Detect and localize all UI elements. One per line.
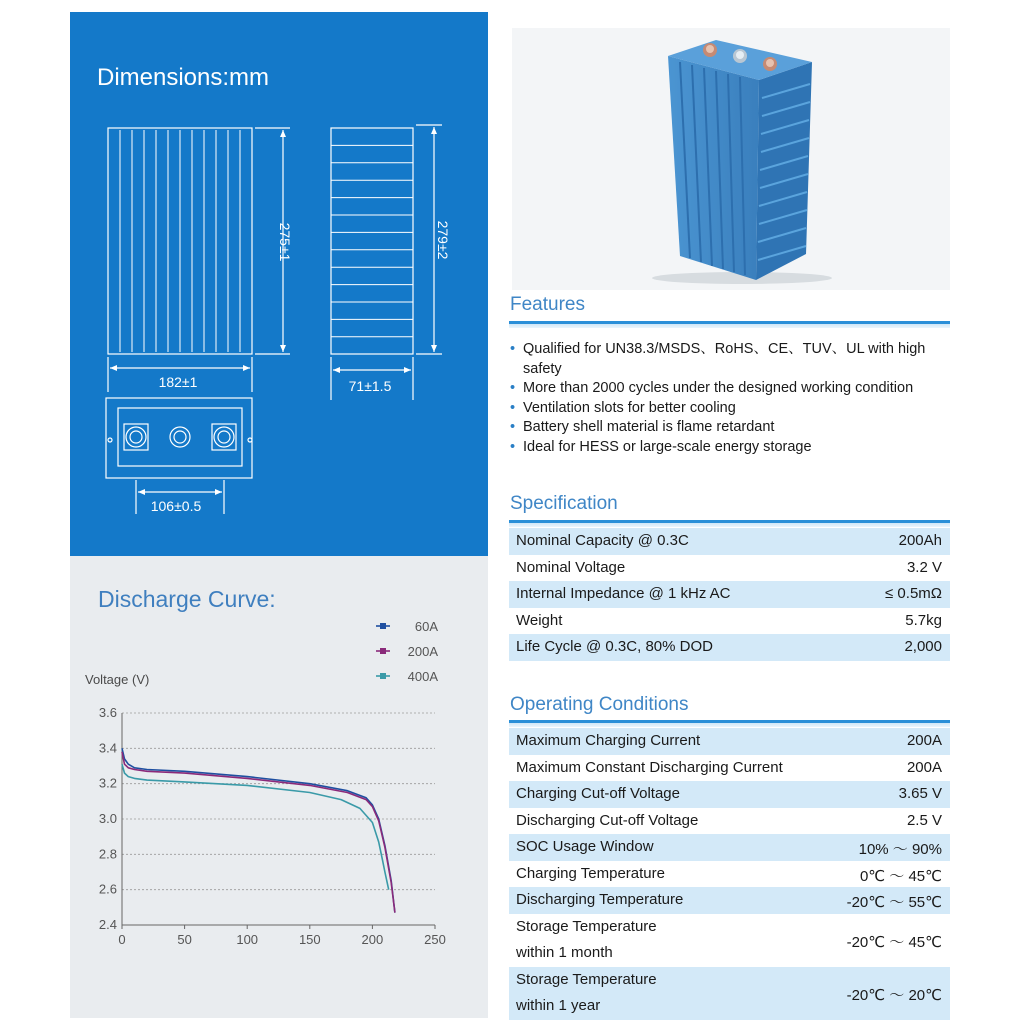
- features-divider: [509, 321, 950, 328]
- operating-value: 2.5 V: [906, 811, 942, 829]
- operating-row: [509, 808, 950, 835]
- dimensions-title: Dimensions:mm: [97, 64, 270, 91]
- operating-row-storage-year: [509, 967, 950, 1020]
- operating-value: 3.65 V: [898, 785, 942, 802]
- y-tick-label: 2.6: [98, 881, 117, 897]
- spec-row: [509, 555, 950, 582]
- specification-title: Specification: [510, 493, 618, 514]
- front-width-label: 182±1: [158, 374, 198, 390]
- y-tick-label: 3.2: [98, 775, 117, 791]
- x-tick-label: 250: [424, 932, 446, 947]
- operating-key: Charging Temperature: [516, 864, 665, 882]
- operating-row-storage-month: [509, 914, 950, 967]
- spec-row: [509, 528, 950, 555]
- spec-value: 3.2 V: [906, 558, 942, 576]
- y-tick-label: 2.4: [98, 917, 117, 932]
- features-list: [510, 340, 958, 457]
- series-line-60A: [122, 748, 395, 912]
- feature-item: • Ideal for HESS or large-scale energy storage: [510, 438, 958, 458]
- discharge-chart: [70, 556, 488, 1018]
- y-tick-label: 3.6: [98, 705, 117, 720]
- spec-value: 200Ah: [898, 532, 942, 549]
- spec-key: Life Cycle @ 0.3C, 80% DOD: [516, 638, 713, 655]
- side-view-outline: [331, 128, 413, 354]
- side-height-label: 279±2: [435, 220, 451, 260]
- operating-conditions-divider: [509, 720, 950, 727]
- operating-value: 200A: [906, 732, 942, 749]
- operating-key: Discharging Temperature: [516, 891, 684, 908]
- battery-cell-icon: [512, 28, 950, 290]
- spec-row: [509, 581, 950, 608]
- spec-value: 5.7kg: [905, 611, 942, 629]
- operating-row: [509, 755, 950, 782]
- feature-item: • Battery shell material is flame retardant: [510, 418, 958, 438]
- terminal-spacing-label: 106±0.5: [150, 498, 202, 514]
- operating-value: -20℃ ～ 55℃: [846, 894, 942, 911]
- discharge-curve-title: Discharge Curve:: [98, 586, 276, 612]
- operating-value: 200A: [906, 758, 942, 776]
- x-tick-label: 50: [177, 932, 192, 947]
- operating-value: 10% ～ 90%: [858, 841, 942, 858]
- operating-row: [509, 887, 950, 914]
- operating-key: Discharging Cut-off Voltage: [516, 811, 699, 829]
- battery-product-photo: [512, 28, 950, 290]
- y-tick-label: 3.4: [98, 740, 117, 756]
- side-width-label: 71±1.5: [348, 378, 392, 394]
- operating-key-sub: within 1 year: [516, 996, 601, 1014]
- discharge-curve-panel: [70, 556, 488, 1018]
- operating-row: [509, 728, 950, 755]
- operating-key: Maximum Constant Discharging Current: [516, 758, 783, 776]
- spec-key: Nominal Voltage: [516, 558, 626, 576]
- x-tick-label: 100: [236, 932, 259, 947]
- legend-marker: [380, 673, 386, 679]
- operating-key: Storage Temperature: [516, 970, 657, 988]
- feature-item: • More than 2000 cycles under the designed working condition: [510, 379, 958, 399]
- operating-key: Charging Cut-off Voltage: [516, 785, 680, 802]
- legend-label: 400A: [407, 669, 438, 684]
- operating-key: Storage Temperature: [516, 917, 657, 935]
- feature-item: • Ventilation slots for better cooling: [510, 399, 958, 419]
- dimension-drawing: [70, 12, 488, 556]
- x-tick-label: 0: [118, 932, 126, 947]
- spec-key: Nominal Capacity @ 0.3C: [516, 532, 689, 549]
- spec-row: [509, 608, 950, 635]
- series-line-400A: [122, 764, 389, 890]
- features-title: Features: [510, 294, 585, 315]
- spec-row: [509, 634, 950, 661]
- operating-conditions-table: [509, 728, 950, 1020]
- legend-marker: [380, 623, 386, 629]
- y-axis-label: Voltage (V): [85, 672, 150, 687]
- feature-item: • Qualified for UN38.3/MSDS、RoHS、CE、TUV、UL with high safety: [510, 340, 958, 379]
- operating-value: -20℃ ～ 20℃: [846, 986, 942, 1004]
- operating-key: Maximum Charging Current: [516, 732, 701, 749]
- legend-label: 60A: [414, 619, 438, 634]
- y-tick-label: 2.8: [98, 846, 117, 862]
- series-line-200A: [122, 752, 395, 913]
- x-tick-label: 150: [298, 932, 321, 947]
- operating-row: [509, 834, 950, 861]
- operating-value: -20℃ ～ 45℃: [846, 933, 942, 951]
- specification-table: [509, 528, 950, 661]
- spec-key: Internal Impedance @ 1 kHz AC: [516, 585, 731, 602]
- operating-value: 0℃ ～ 45℃: [859, 867, 942, 885]
- operating-row: [509, 861, 950, 888]
- front-height-label: 275±1: [277, 222, 293, 262]
- operating-key-sub: within 1 month: [516, 943, 613, 961]
- legend-label: 200A: [407, 644, 438, 659]
- operating-row: [509, 781, 950, 808]
- specification-divider: [509, 520, 950, 527]
- legend-marker: [380, 648, 386, 654]
- x-tick-label: 200: [361, 932, 384, 947]
- dimensions-panel: [70, 12, 488, 556]
- spec-value: ≤ 0.5mΩ: [885, 585, 942, 602]
- operating-key: SOC Usage Window: [516, 838, 654, 855]
- y-tick-label: 3.0: [98, 811, 117, 826]
- spec-value: 2,000: [904, 638, 942, 655]
- spec-key: Weight: [516, 611, 563, 629]
- operating-conditions-title: Operating Conditions: [510, 694, 689, 715]
